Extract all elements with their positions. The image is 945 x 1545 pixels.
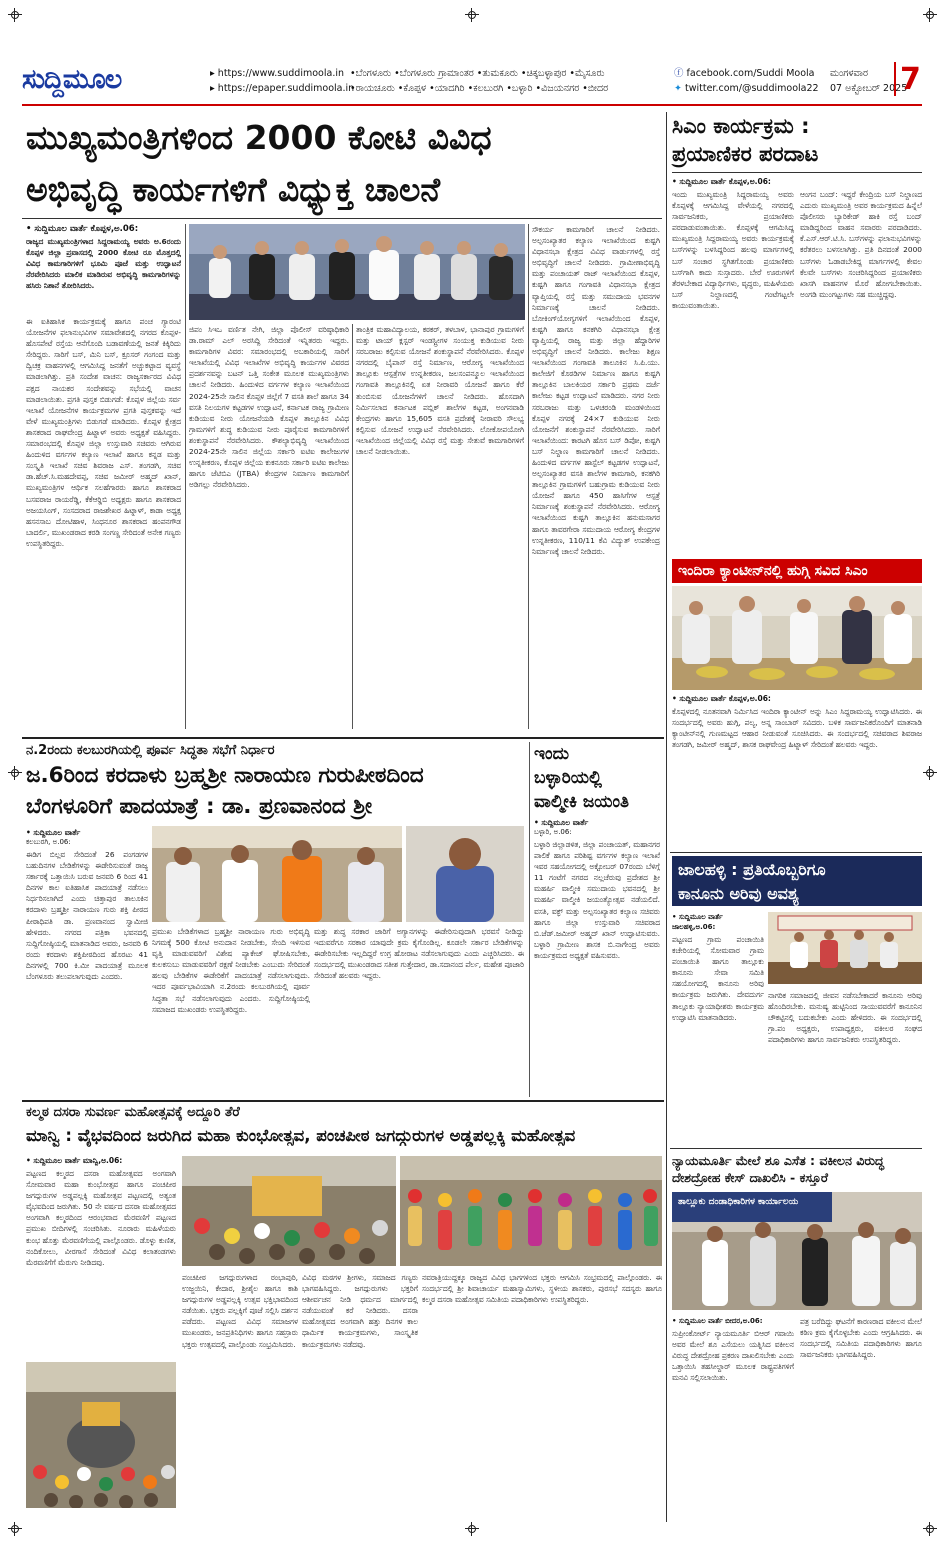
lead-article-col3: [532, 224, 660, 729]
nyaya-photo: [672, 1192, 922, 1310]
nyaya-headline: ನ್ಯಾಯಮೂರ್ತಿ ಮೇಲೆ ಶೂ ಎಸೆತ : ವಕೀಲನ ವಿರುದ್ಧ ದೇಶದ್ರೋಹ ಕೇಸ್ ದಾಖಲಿಸಿ - ಕಸ್ತೂರೆ: [672, 1153, 885, 1185]
paadayatra-photo: [152, 826, 402, 922]
canteen-photo: [672, 586, 922, 690]
registration-mark: [465, 8, 479, 22]
speaker-photo-image: [406, 826, 524, 922]
dateline: ಕಲಬುರಗಿ, ಅ.06:: [26, 838, 71, 846]
jalahalli-photo-image: [768, 912, 922, 984]
byline: • ಸುದ್ದಿಮೂಲ ವಾರ್ತೆ ಬೀದರ,ಅ.06:: [672, 1317, 763, 1325]
link-icon: ▸: [210, 83, 218, 94]
newspaper-logo: ಸುದ್ದಿಮೂಲ: [22, 64, 122, 95]
dasara-photo-1: [182, 1156, 396, 1266]
column-rule: [352, 324, 353, 729]
speaker-photo: [406, 826, 524, 922]
byline: • ಸುದ್ದಿಮೂಲ ವಾರ್ತೆ ಕೊಪ್ಪಳ,ಅ.06:: [672, 694, 771, 703]
headline-line: ಸಿಎಂ ಕಾರ್ಯಕ್ರಮ :: [672, 114, 810, 138]
social-links: [674, 66, 819, 96]
byline: • ಸುದ್ದಿಮೂಲ ವಾರ್ತೆ ಕೊಪ್ಪಳ,ಅ.06:: [26, 224, 139, 234]
registration-mark: [8, 1522, 22, 1536]
article-body: ಪಟ್ಟಣದ ಗ್ರಾಮ ಪಂಚಾಯಿತಿ ಕಚೇರಿಯಲ್ಲಿ ಸೋಮವಾರ ಗ್ರಾಮ ಪಂಚಾಯಿತಿ ಹಾಗೂ ತಾಲ್ಲೂಕು ಕಾನೂನು ಸೇವಾ ಸಮಿತಿ ಸಹಯೋಗದಲ್ಲಿ ಕಾನೂನು ಅರಿವು ಕಾರ್ಯಕ್ರಮ ಜರುಗಿತು. ದೇವದುರ್ಗ ತಾಲ್ಲೂಕು ನ್ಯಾಯಾಧೀಶರು ಕಾರ್ಯಕ್ರಮ ಉದ್ಘಾಟಿಸಿ ಮಾತನಾಡಿದರು.: [672, 935, 764, 1022]
column-rule: [185, 224, 186, 729]
column-rule: [529, 742, 530, 1097]
headline-line: ಕಾನೂನು ಅರಿವು ಅವಶ್ಯ: [678, 884, 799, 903]
column-rule: [666, 112, 667, 1522]
headline-line: ಜಾಲಹಳ್ಳಿ : ಪ್ರತಿಯೊಬ್ಬರಿಗೂ: [678, 860, 826, 879]
divider: [670, 1148, 922, 1149]
canteen-headline: ಇಂದಿರಾ ಕ್ಯಾಂಟೀನ್‍ನಲ್ಲಿ ಹುಗ್ಗಿ ಸವಿದ ಸಿಎಂ: [672, 559, 922, 583]
dasara-col1: [26, 1156, 176, 1368]
headline-line: ಬಳ್ಳಾರಿಯಲ್ಲಿ: [534, 768, 602, 788]
lead-headline: [26, 112, 656, 216]
article-headline: ಜ.6ರಿಂದ ಕರದಾಳು ಬ್ರಹ್ಮಶ್ರೀ ನಾರಾಯಣ ಗುರುಪೀಠದಿಂದ: [26, 763, 424, 788]
website-url[interactable]: https://www.suddimoola.in: [217, 68, 344, 79]
byline: • ಸುದ್ದಿಮೂಲ ವಾರ್ತೆ: [26, 828, 81, 837]
twitter-link[interactable]: twitter.com/@suddimoola22: [684, 83, 819, 94]
divider: [670, 852, 922, 853]
nyaya-article: [672, 1316, 922, 1486]
facebook-link[interactable]: facebook.com/Suddi Moola: [686, 68, 815, 79]
lead-photo: [189, 224, 525, 320]
headline-line: ಇಂದು: [534, 744, 569, 764]
article-body: ನಾಗರಿಕ ಸಮಾಜದಲ್ಲಿ ಜೀವನ ನಡೆಸಬೇಕಾದರೆ ಕಾನೂನು ಅರಿವು ಹೊಂದಿರಬೇಕು. ಮನುಷ್ಯ ಹುಟ್ಟಿನಿಂದ ಸಾಯುವವರೆಗೆ ಕಾನೂನಿನ ಚೌಕಟ್ಟಿನಲ್ಲಿ ಬದುಕಬೇಕು ಎಂದು ಹೇಳಿದರು. ಈ ಸಂದರ್ಭದಲ್ಲಿ ಗ್ರಾ.ಪಂ ಅಧ್ಯಕ್ಷರು, ಉಪಾಧ್ಯಕ್ಷರು, ವಕೀಲರ ಸಂಘದ ಪದಾಧಿಕಾರಿಗಳು ಹಾಗೂ ಸಾರ್ವಜನಿಕರು ಉಪಸ್ಥಿತರಿದ್ದರು.: [768, 991, 922, 1045]
edition-cities: [350, 66, 680, 96]
issue-date-text: 07 ಅಕ್ಟೋಬರ್ 2025: [830, 83, 908, 94]
paadayatra-heading: [26, 742, 526, 822]
masthead-rule: [22, 104, 922, 106]
section-rule: [22, 1100, 664, 1102]
headline-line: ವಾಲ್ಮೀಕಿ ಜಯಂತಿ: [534, 792, 629, 812]
lead-photo-image: [189, 224, 525, 320]
column-rule: [528, 224, 529, 729]
article-body: ಬಳ್ಳಾರಿ ಜಿಲ್ಲಾಡಳಿತ, ಜಿಲ್ಲಾ ಪಂಚಾಯತ್, ಮಹಾನಗರ ಪಾಲಿಕೆ ಹಾಗೂ ಪರಿಶಿಷ್ಟ ವರ್ಗಗಳ ಕಲ್ಯಾಣ ಇಲಾಖೆ ಇವರ ಸಹಯೋಗದಲ್ಲಿ ಅಕ್ಟೋಬರ್ 07ರಂದು ಬೆಳಿಗ್ಗೆ 11 ಗಂಟೆಗೆ ನಗರದ ನಲ್ಲಚೆರುವು ಪ್ರದೇಶದ ಶ್ರೀ ಮಹರ್ಷಿ ವಾಲ್ಮೀಕಿ ಸಮುದಾಯ ಭವನದಲ್ಲಿ ಶ್ರೀ ಮಹರ್ಷಿ ವಾಲ್ಮೀಕಿ ಜಯಂತ್ಯೋತ್ಸವ ನಡೆಯಲಿದೆ. ವಸತಿ, ವಕ್ಫ್ ಮತ್ತು ಅಲ್ಪಸಂಖ್ಯಾತರ ಕಲ್ಯಾಣ ಸಚಿವರು ಹಾಗೂ ಜಿಲ್ಲಾ ಉಸ್ತುವಾರಿ ಸಚಿವರಾದ ಬಿ.ಜೆಡ್.ಜಮೀರ್ ಅಹ್ಮದ್ ಖಾನ್ ಉದ್ಘಾಟಿಸುವರು. ಬಳ್ಳಾರಿ ಗ್ರಾಮೀಣ ಶಾಸಕ ಬಿ.ನಾಗೇಂದ್ರ ಅವರು ಕಾರ್ಯಕ್ರಮದ ಅಧ್ಯಕ್ಷತೆ ವಹಿಸುವರು.: [534, 840, 660, 960]
lead-headline-line: ಅಭಿವೃದ್ಧಿ ಕಾರ್ಯಗಳಿಗೆ ವಿಧ್ಯುಕ್ತ ಚಾಲನೆ: [26, 170, 441, 209]
epaper-url[interactable]: https://epaper.suddimoola.in: [217, 83, 355, 94]
canteen-photo-image: [672, 586, 922, 690]
article-headline: ಬೆಂಗಳೂರಿಗೆ ಪಾದಯಾತ್ರೆ : ಡಾ. ಪ್ರಣವಾನಂದ ಶ್ರೀ: [26, 794, 373, 819]
issue-day: ಮಂಗಳವಾರ: [830, 68, 869, 79]
jalahalli-photo: [768, 912, 922, 984]
registration-mark: [8, 766, 22, 780]
article-body: ವಿವಿಧ ಮಠಗಳ ಶ್ರೀಗಳು, ಸಮಾಜದ ಗಣ್ಯರು ಭಾಗವಹಿಸಿದ್ದರು. ಜಗದ್ಗುರುಗಳು ಭಕ್ತರಿಗೆ ಆಶೀರ್ವಚನ ನೀಡಿ ಧರ್ಮದ ಮಾರ್ಗದಲ್ಲಿ ನಡೆಯುವಂತೆ ಕರೆ ನೀಡಿದರು. ದಸರಾ ಮಹೋತ್ಸವದ ಅಂಗವಾಗಿ ಹತ್ತು ದಿನಗಳ ಕಾಲ ಧಾರ್ಮಿಕ ಕಾರ್ಯಕ್ರಮಗಳು, ಸಾಂಸ್ಕೃತಿಕ ಕಾರ್ಯಕ್ರಮಗಳು ನಡೆದವು.: [302, 1273, 418, 1349]
paadayatra-col1: [26, 828, 148, 1111]
registration-mark: [923, 766, 937, 780]
article-body: ತಾಂತ್ರಿಕ ಮಹಾವಿದ್ಯಾಲಯ, ಕಠಕರ್, ತಳಬಾಳ, ಭಾನಾಪುರ ಗ್ರಾಮಗಳಿಗೆ ಮತ್ತು ಟಾಯ್ ಕ್ಲಸ್ಟರ್ ಇಂಡಸ್ಟ್ರೀಗಳ ಸಂಯುಕ್ತ ಕುಡಿಯುವ ನೀರು ಸರಬರಾಜು ಕಲ್ಪಿಸುವ ಯೋಜನೆ ಶಂಕುಸ್ಥಾಪನೆ ನೆರವೇರಿಸಿದರು. ಕೊಪ್ಪಳ ನಗರದಲ್ಲಿ ಬೈಪಾಸ್ ರಸ್ತೆ ನಿರ್ಮಾಣ, ಆರೋಗ್ಯ ಇಲಾಖೆಯಿಂದ ತಾಲ್ಲೂಕು ಆಸ್ಪತ್ರೆಗಳ ಉನ್ನತೀಕರಣ, ಜಲಸಂಪನ್ಮೂಲ ಇಲಾಖೆಯಿಂದ ಗಂಗಾವತಿ ತಾಲ್ಲೂಕಿನಲ್ಲಿ ಏತ ನೀರಾವರಿ ಯೋಜನೆ ಹಾಗೂ ಕೆರೆ ತುಂಬಿಸುವ ಯೋಜನೆಗಳಿಗೆ ಚಾಲನೆ ನೀಡಿದರು. ಹೊಸದಾಗಿ ನಿರ್ಮಿಸಲಾದ ಕರ್ನಾಟಕ ಪಬ್ಲಿಕ್ ಶಾಲೆಗಳ ಕಟ್ಟಡ, ಅಂಗನವಾಡಿ ಕೇಂದ್ರಗಳು ಹಾಗೂ 15,605 ವಸತಿ ಪ್ರದೇಶಕ್ಕೆ ನೀರಾವರಿ ಸೌಲಭ್ಯ ಕಲ್ಪಿಸುವ ಯೋಜನೆ ಉದ್ಘಾಟನೆ ನೆರವೇರಿಸಿದರು. ಲೋಕೋಪಯೋಗಿ ಇಲಾಖೆಯಿಂದ ಜಿಲ್ಲೆಯಲ್ಲಿ ವಿವಿಧ ರಸ್ತೆ ಮತ್ತು ಸೇತುವೆ ಕಾಮಗಾರಿಗಳಿಗೆ ಚಾಲನೆ ನೀಡಲಾಯಿತು.: [356, 325, 524, 457]
website-links: [210, 66, 354, 96]
article-kicker: ಕಲ್ಮಠ ದಸರಾ ಸುವರ್ಣ ಮಹೋತ್ಸವಕ್ಕೆ ಅದ್ದೂರಿ ತೆರೆ: [26, 1105, 240, 1120]
dasara-col4: [422, 1272, 662, 1507]
dasara-col3: [302, 1272, 418, 1507]
article-body: ನವರಾತ್ರಿಯುದ್ದಕ್ಕೂ ರಾಜ್ಯದ ವಿವಿಧ ಭಾಗಗಳಿಂದ ಭಕ್ತರು ಆಗಮಿಸಿ ಸಂಭ್ರಮದಲ್ಲಿ ಪಾಲ್ಗೊಂಡರು. ಈ ಸಂದರ್ಭದಲ್ಲಿ ಶ್ರೀ ಶಿವಾಚಾರ್ಯ ಮಹಾಸ್ವಾಮಿಗಳು, ಸ್ಥಳೀಯ ಶಾಸಕರು, ಪುರಸಭೆ ಸದಸ್ಯರು ಹಾಗೂ ಕಲ್ಮಠ ದಸರಾ ಮಹೋತ್ಸವ ಸಮಿತಿಯ ಪದಾಧಿಕಾರಿಗಳು ಉಪಸ್ಥಿತರಿದ್ದರು.: [422, 1273, 662, 1305]
lead-article-col1: [26, 224, 181, 726]
divider: [22, 218, 662, 219]
byline: • ಸುದ್ದಿಮೂಲ ವಾರ್ತೆ ಕೊಪ್ಪಳ,ಅ.06:: [672, 177, 771, 186]
jalahalli-headline: [672, 856, 922, 906]
article-body: ಸೌಕರ್ಯ ಕಾಮಗಾರಿಗೆ ಚಾಲನೆ ನೀಡಿದರು. ಅಲ್ಪಸಂಖ್ಯಾತರ ಕಲ್ಯಾಣ ಇಲಾಖೆಯಿಂದ ಕುಷ್ಟಗಿ ವಿಧಾನಸಭಾ ಕ್ಷೇತ್ರದ ವಿವಿಧ ವಾರ್ಡುಗಳಲ್ಲಿ ರಸ್ತೆ ಅಭಿವೃದ್ಧಿಗೆ ಚಾಲನೆ ನೀಡಿದರು. ಗ್ರಾಮೀಣಾಭಿವೃದ್ಧಿ ಮತ್ತು ಪಂಚಾಯತ್ ರಾಜ್ ಇಲಾಖೆಯಿಂದ ಕೊಪ್ಪಳ, ಕುಷ್ಟಗಿ ಹಾಗೂ ಗಂಗಾವತಿ ವಿಧಾನಸಭಾ ಕ್ಷೇತ್ರದ ವ್ಯಾಪ್ತಿಯಲ್ಲಿ ರಸ್ತೆ ಮತ್ತು ಸಮುದಾಯ ಭವನಗಳ ನಿರ್ಮಾಣಕ್ಕೆ ಚಾಲನೆ ನೀಡಿದರು. ಬೋಕಿಂಗ್‍ಯೋಗ್ಯಗಳಿಗೆ ಇಲಾಖೆಯಿಂದ ಕೊಪ್ಪಳ, ಕುಷ್ಟಗಿ ಹಾಗೂ ಕನಕಗಿರಿ ವಿಧಾನಸಭಾ ಕ್ಷೇತ್ರ ವ್ಯಾಪ್ತಿಯಲ್ಲಿ ರಾಜ್ಯ ಮತ್ತು ಜಿಲ್ಲಾ ಹೆದ್ದಾರಿಗಳ ಅಭಿವೃದ್ಧಿಗೆ ಚಾಲನೆ ನೀಡಿದರು. ಕಾಲೇಜು ಶಿಕ್ಷಣ ಇಲಾಖೆಯಿಂದ ಗಂಗಾವತಿ ತಾಲೂಕಿನ ಸಿ.ಪಿ.ಯು. ಕಾಲೇಜಿಗೆ ಕೊಠಡಿಗಳ ನಿರ್ಮಾಣ ಹಾಗೂ ಕುಷ್ಟಗಿ ತಾಲ್ಲೂಕಿನ ಬಾಲಕಿಯರ ಸರ್ಕಾರಿ ಪ್ರಥಮ ದರ್ಜೆ ಕಾಲೇಜು ಕಟ್ಟಡ ಉದ್ಘಾಟನೆ ಮಾಡಿದರು. ನಗರ ನೀರು ಸರಬರಾಜು ಮತ್ತು ಒಳಚರಂಡಿ ಮಂಡಳಿಯಿಂದ ಕೊಪ್ಪಳ ನಗರಕ್ಕೆ 24×7 ಕುಡಿಯುವ ನೀರು ಯೋಜನೆಗೆ ಶಂಕುಸ್ಥಾಪನೆ ನೆರವೇರಿಸಿದರು. ಸಾರಿಗೆ ಇಲಾಖೆಯಿಂದ: ಕಾರಟಗಿ ಹೊಸ ಬಸ್ ಡಿಪೋ, ಕುಷ್ಟಗಿ ಬಸ್ ನಿಲ್ದಾಣ ಕಾಮಗಾರಿಗೆ ಚಾಲನೆ ನೀಡಿದರು. ಹಿಂದುಳಿದ ವರ್ಗಗಳ ಹಾಸ್ಟೆಲ್ ಕಟ್ಟಡಗಳ ಉದ್ಘಾಟನೆ, ಅಲ್ಪಸಂಖ್ಯಾತರ ವಸತಿ ಶಾಲೆಗಳ ಕಾಮಗಾರಿ, ಕನಕಗಿರಿ ತಾಲ್ಲೂಕಿನ ಗ್ರಾಮಗಳಿಗೆ ಬಹುಗ್ರಾಮ ಕುಡಿಯುವ ನೀರು ಯೋಜನೆ ಹಾಗೂ 450 ಹಾಸಿಗೆಗಳ ಆಸ್ಪತ್ರೆ ನಿರ್ಮಾಣಕ್ಕೆ ಶಂಕುಸ್ಥಾಪನೆ ನೆರವೇರಿಸಿದರು. ಆರೋಗ್ಯ ಇಲಾಖೆಯಿಂದ ಕುಷ್ಟಗಿ ತಾಲ್ಲೂಕಿನ ಹನುಮಸಾಗರ ಹಾಗೂ ತಾವರಗೇರಾ ಸಮುದಾಯ ಆರೋಗ್ಯ ಕೇಂದ್ರಗಳ ಉನ್ನತೀಕರಣ, 110/11 ಕೆವಿ ವಿದ್ಯುತ್ ಉಪಕೇಂದ್ರ ನಿರ್ಮಾಣಕ್ಕೆ ಚಾಲನೆ ನೀಡಿದರು.: [532, 225, 660, 556]
paadayatra-col3: [314, 926, 524, 1091]
dasara-col2: [182, 1272, 298, 1507]
article-body: ಸುಪ್ರೀಂಕೋರ್ಟ್ ನ್ಯಾಯಮೂರ್ತಿ ಬಿಆರ್ ಗವಾಯಿ ಅವರ ಮೇಲೆ ಶೂ ಎಸೆಯಲು ಯತ್ನಿಸಿದ ವಕೀಲನ ವಿರುದ್ಧ ದೇಶದ್ರೋಹ ಪ್ರಕರಣ ದಾಖಲಿಸಬೇಕು ಎಂದು ಒತ್ತಾಯಿಸಿ ತಹಸೀಲ್ದಾರ್ ಮೂಲಕ ರಾಷ್ಟ್ರಪತಿಗಳಿಗೆ ಮನವಿ ಸಲ್ಲಿಸಲಾಯಿತು.: [672, 1329, 794, 1383]
masthead: [22, 62, 922, 102]
article-body: ಇಂದು ಮುಖ್ಯಮಂತ್ರಿ ಸಿದ್ದರಾಮಯ್ಯ ಅವರು ಕೊಪ್ಪಳಕ್ಕೆ ಆಗಮಿಸಿದ್ದ ವೇಳೆಯಲ್ಲಿ ನಗರದಲ್ಲಿ ಸಾರ್ವಜನಿಕರು, ಪ್ರಯಾಣಿಕರು ಪರದಾಡುವಂತಾಯಿತು. ಕೊಪ್ಪಳಕ್ಕೆ ಆಗಮಿಸಿದ್ದ ಮುಖ್ಯಮಂತ್ರಿ ಸಿದ್ದರಾಮಯ್ಯ ಅವರು ಕಾರ್ಯಕ್ರಮಕ್ಕೆ ಬಸ್‍ಗಳನ್ನು ಬಳಸಿದ್ದರಿಂದ ಹಲವು ಮಾರ್ಗಗಳಲ್ಲಿ ಬಸ್ ಸಂಚಾರ ಸ್ಥಗಿತಗೊಂಡು ಪ್ರಯಾಣಿಕರು ಬಸ್‍ಗಾಗಿ ಕಾದು ಸುಸ್ತಾದರು. ಬೇರೆ ಊರುಗಳಿಗೆ ತೆರಳಬೇಕಾದ ವಿದ್ಯಾರ್ಥಿಗಳು, ವೃದ್ಧರು, ಮಹಿಳೆಯರು ಬಸ್ ನಿಲ್ದಾಣದಲ್ಲಿ ಗಂಟೆಗಟ್ಟಲೇ ಕಾಯುವಂತಾಯಿತು.: [672, 190, 794, 310]
byline: • ಸುದ್ದಿಮೂಲ ವಾರ್ತೆ ಜಾಲಹಳ್ಳಿ,ಅ.06:: [672, 913, 723, 931]
link-icon: ▸: [210, 68, 218, 79]
dateline: ಬಳ್ಳಾರಿ, ಅ.06:: [534, 828, 572, 836]
dasara-heading: [26, 1104, 662, 1150]
article-body: ಆಂಗನ ಬಂದ್: ಇದ್ದರೆ ಕೇಂದ್ರಿಯ ಬಸ್ ನಿಲ್ದಾಣದ ಎದುರು ಮುಖ್ಯಮಂತ್ರಿ ಅವರ ಕಾರ್ಯಕ್ರಮದ ಹಿನ್ನೆಲೆ ಪೊಲೀಸರು ಬ್ಯಾರಿಕೇಡ್ ಹಾಕಿ ರಸ್ತೆ ಬಂದ್ ಮಾಡಿದ್ದರಿಂದ ವಾಹನ ಸವಾರರು ಪರದಾಡಿದರು. ಕೆ.ಎಸ್.ಆರ್.ಟಿ.ಸಿ. ಬಸ್‍ಗಳನ್ನು ಫಲಾನುಭವಿಗಳನ್ನು ಕರೆತರಲು ಬಳಸಲಾಗಿತ್ತು. ಪ್ರತಿ ದಿನದಂತೆ 2000 ಬಸ್‍ಗಳು ಓಡಾಡಬೇಕಿದ್ದ ಮಾರ್ಗಗಳಲ್ಲಿ ಕೇವಲ ಕೆಲವೇ ಬಸ್‍ಗಳು ಸಂಚರಿಸಿದ್ದರಿಂದ ಪ್ರಯಾಣಿಕರು ಖಾಸಗಿ ವಾಹನಗಳ ಮೊರೆ ಹೋಗಬೇಕಾಯಿತು. ಅಂಗಡಿ ಮುಂಗಟ್ಟುಗಳು ಸಹ ಮುಚ್ಚಿದ್ದವು.: [800, 190, 922, 299]
dasara-photo-2: [400, 1156, 662, 1266]
article-headline: ಮಾನ್ವಿ : ವೈಭವದಿಂದ ಜರುಗಿದ ಮಹಾ ಕುಂಭೋತ್ಸವ, ಪಂಚಪೀಠ ಜಗದ್ಗುರುಗಳ ಅಡ್ಡಪಲ್ಲಕ್ಕಿ ಮಹೋತ್ಸವ: [26, 1126, 576, 1145]
jalahalli-article-col2: [768, 990, 922, 1142]
lead-intro: ರಾಜ್ಯದ ಮುಖ್ಯಮಂತ್ರಿಗಳಾದ ಸಿದ್ದರಾಮಯ್ಯ ಅವರು ಅ.6ರಂದು ಕೊಪ್ಪಳ ಜಿಲ್ಲಾ ಪ್ರವಾಸದಲ್ಲಿ 2000 ಕೋಟಿ ರೂ ಮೊತ್ತದಲ್ಲಿ ವಿವಿಧ ಕಾಮಗಾರಿಗಳಿಗೆ ಭೂಮಿ ಪೂಜೆ ಮತ್ತು ಉದ್ಘಾಟನೆ ನೆರವೇರಿಸಿದರು ಮಾಲಿಕ ಮಾಡಿರುವ ಅಭಿವೃದ್ಧಿ ಕಾಮಗಾರಿಗಳನ್ನು ಹಸಿರು ನಿಶಾನೆ ತೋರಿಸಿದರು.: [26, 237, 181, 291]
paadayatra-col2: [152, 926, 310, 1091]
article-body: ಈಡಿಗ ಬಿಲ್ಲವ ಸೇರಿದಂತೆ 26 ಪಂಗಡಗಳ ಬಹುದಿನಗಳ ಬೇಡಿಕೆಗಳನ್ನು ಈಡೇರಿಸುವಂತೆ ರಾಜ್ಯ ಸರ್ಕಾರಕ್ಕೆ ಒತ್ತಾಯಿಸಿ ಬರುವ ಜನವರಿ 6 ರಿಂದ 41 ದಿನಗಳ ಕಾಲ ಐತಿಹಾಸಿಕ ಪಾದಯಾತ್ರೆ ನಡೆಸಲು ನಿರ್ಧರಿಸಲಾಗಿದೆ ಎಂದು ಚಿತ್ತಾಪುರ ತಾಲೂಕಿನ ಕರದಾಳು ಬ್ರಹ್ಮಶ್ರೀ ನಾರಾಯಣ ಗುರು ಶಕ್ತಿ ಪೀಠದ ಪೀಠಾಧಿಪತಿ ಡಾ. ಪ್ರಣವಾನಂದ ಸ್ವಾಮೀಜಿ ಹೇಳಿದರು. ನಗರದ ಪತ್ರಿಕಾ ಭವನದಲ್ಲಿ ಸುದ್ದಿಗೋಷ್ಠಿಯಲ್ಲಿ ಮಾತನಾಡಿದ ಅವರು, ಜನವರಿ 6 ರಂದು ಕರದಾಳು ಶಕ್ತಿಪೀಠದಿಂದ ಹೊರಟು 41 ದಿನಗಳಲ್ಲಿ 700 ಕಿ.ಮೀ ಪಾದಯಾತ್ರೆ ಮೂಲಕ ಬೆಂಗಳೂರು ತಲುಪಲಾಗುವುದು ಎಂದರು.: [26, 850, 148, 982]
registration-mark: [8, 8, 22, 22]
divider: [672, 172, 922, 173]
article-body: ಪ್ರಮುಖ ಬೇಡಿಕೆಗಳಾದ ಬ್ರಹ್ಮಶ್ರೀ ನಾರಾಯಣ ಗುರು ಅಭಿವೃದ್ಧಿ ನಿಗಮಕ್ಕೆ 500 ಕೋಟಿ ಅನುದಾನ ನೀಡಬೇಕು, ಸೇಂದಿ ಇಳಿಸುವ ವೃತ್ತಿ ಮಾಡುವವರಿಗೆ ವಿಶೇಷ ಪ್ಯಾಕೇಜ್ ಘೋಷಿಸಬೇಕು, ಕುಲಕಸುಬು ಮಾಡುವವರಿಗೆ ರಕ್ಷಣೆ ನೀಡಬೇಕು ಎಂಬುದು ಸೇರಿದಂತೆ ಹಲವು ಬೇಡಿಕೆಗಳ ಈಡೇರಿಕೆಗೆ ಪಾದಯಾತ್ರೆ ನಡೆಸಲಾಗುವುದು. ಇದರ ಪೂರ್ವಭಾವಿಯಾಗಿ ನ.2ರಂದು ಕಲಬುರಗಿಯಲ್ಲಿ ಪೂರ್ವ ಸಿದ್ಧತಾ ಸಭೆ ನಡೆಸಲಾಗುವುದು ಎಂದರು. ಸುದ್ದಿಗೋಷ್ಠಿಯಲ್ಲಿ ಸಮಾಜದ ಮುಖಂಡರು ಉಪಸ್ಥಿತರಿದ್ದರು.: [152, 927, 310, 1014]
dasara-photo-image: [182, 1156, 396, 1266]
article-body: ಪತ್ರ ಬರೆದಿದ್ದು ಘಟನೆಗೆ ಕಾರಣರಾದ ವಕೀಲನ ಮೇಲೆ ಕಠಿಣ ಕ್ರಮ ಕೈಗೊಳ್ಳಬೇಕು ಎಂದು ಆಗ್ರಹಿಸಿದರು. ಈ ಸಂದರ್ಭದಲ್ಲಿ ಸಮಿತಿಯ ಪದಾಧಿಕಾರಿಗಳು ಹಾಗೂ ಸಾರ್ವಜನಿಕರು ಭಾಗವಹಿಸಿದ್ದರು.: [800, 1317, 922, 1360]
paadayatra-photo-image: [152, 826, 402, 922]
byline: • ಸುದ್ದಿಮೂಲ ವಾರ್ತೆ: [534, 818, 589, 827]
article-body: ಜಿಪಂ ಸಿಇಒ ವರ್ಣಿತ ನೇಗಿ, ಜಿಲ್ಲಾ ಪೊಲೀಸ್ ವರಿಷ್ಠಾಧಿಕಾರಿ ಡಾ.ರಾಮ್ ಎಲ್ ಅರಸಿದ್ದಿ ಸೇರಿದಂತೆ ಇನ್ನಿತರರು ಇದ್ದರು. ಕಾಮಗಾರಿಗಳ ವಿವರ: ಸಮಾರಂಭದಲ್ಲಿ ಅಬಕಾರಿಯಲ್ಲಿ ಸಾರಿಗೆ ಇಲಾಖೆಯಲ್ಲಿ ವಿವಿಧ ಇಲಾಖೆಗಳ ಅಭಿವೃದ್ಧಿ ಕಾರ್ಯಗಳ ವಿವರದ ಪ್ರದರ್ಶನವನ್ನು ಬಟನ್ ಒತ್ತಿ ಸಂಕೇತ ಮೂಲಕ ಮುಖ್ಯಮಂತ್ರಿಗಳು ಚಾಲನೆ ನೀಡಿದರು. ಹಿಂದುಳಿದ ವರ್ಗಗಳ ಕಲ್ಯಾಣ ಇಲಾಖೆಯಿಂದ 2024-25ನೇ ಸಾಲಿನ ಕೊಪ್ಪಳ ಜಿಲ್ಲೆಗೆ 7 ವಸತಿ ಶಾಲೆ ಹಾಗೂ 34 ವಸತಿ ನಿಲಯಗಳ ಕಟ್ಟಡಗಳ ಉದ್ಘಾಟನೆ, ಕರ್ನಾಟಕ ರಾಜ್ಯ ಗ್ರಾಮೀಣ ಕುಡಿಯುವ ನೀರು ಯೋಜನೆಯಡಿ ಕೊಪ್ಪಳ ತಾಲ್ಲೂಕಿನ ವಿವಿಧ ಗ್ರಾಮಗಳಿಗೆ ಶುದ್ಧ ಕುಡಿಯುವ ನೀರು ಪೂರೈಸುವ ಕಾಮಗಾರಿಗಳಿಗೆ ಶಂಕುಸ್ಥಾಪನೆ ನೆರವೇರಿಸಿದರು. ಕೌಶಲ್ಯಾಭಿವೃದ್ಧಿ ಇಲಾಖೆಯಿಂದ 2024-25ನೇ ಸಾಲಿನ ಜಿಲ್ಲೆಯ ಸರ್ಕಾರಿ ಐಟಿಐ ಕಾಲೇಜುಗಳ ಉನ್ನತೀಕರಣ, ಕೊಪ್ಪಳ ಜಿಲ್ಲೆಯ ಕುಕನೂರು ಸರ್ಕಾರಿ ಐಟಿಐ ಕಾಲೇಜು ಹಾಗೂ ಜೆಟಿಬಿಎ (JTBA) ಕೇಂದ್ರಗಳ ನಿರ್ಮಾಣ ಕಾಮಗಾರಿಗೆ ಅಡಿಗಲ್ಲು ನೆರವೇರಿಸಿದರು.: [189, 325, 349, 490]
article-body: ಕೊಪ್ಪಳದಲ್ಲಿ ನೂತನವಾಗಿ ನಿರ್ಮಿಸಿದ ಇಂದಿರಾ ಕ್ಯಾಂಟೀನ್ ಅನ್ನು ಸಿಎಂ ಸಿದ್ದರಾಮಯ್ಯ ಉದ್ಘಾಟಿಸಿದರು. ಈ ಸಂದರ್ಭದಲ್ಲಿ ಅವರು ಹುಗ್ಗಿ, ಪಲ್ಯ, ಅನ್ನ ಸಾಂಬಾರ್ ಸವಿದರು. ಬಳಿಕ ಸಾರ್ವಜನಿಕರೊಂದಿಗೆ ಮಾತನಾಡಿ ಕ್ಯಾಂಟೀನ್‍ನಲ್ಲಿ ಗುಣಮಟ್ಟದ ಆಹಾರ ನೀಡುವಂತೆ ಸೂಚಿಸಿದರು. ಈ ಸಂದರ್ಭದಲ್ಲಿ ಸಚಿವರಾದ ಶಿವರಾಜ ತಂಗಡಗಿ, ಜಮೀರ್ ಅಹ್ಮದ್, ಶಾಸಕ ರಾಘವೇಂದ್ರ ಹಿಟ್ನಾಳ್ ಸೇರಿದಂತೆ ಹಲವರು ಇದ್ದರು.: [672, 707, 922, 750]
lead-headline-line: ಮುಖ್ಯಮಂತ್ರಿಗಳಿಂದ 2000 ಕೋಟಿ ವಿವಿಧ: [26, 118, 492, 157]
twitter-icon: ✦: [674, 83, 685, 94]
cm-programme-article: [672, 112, 922, 574]
article-kicker: ನ.2ರಂದು ಕಲಬುರಗಿಯಲ್ಲಿ ಪೂರ್ವ ಸಿದ್ಧತಾ ಸಭೆಗೆ ನಿರ್ಧಾರ: [26, 743, 275, 758]
nyaya-photo-image: [672, 1192, 922, 1310]
page-number: 7: [894, 62, 922, 96]
article-body: ಪಟ್ಟಣದ ಕಲ್ಮಠದ ದಸರಾ ಮಹೋತ್ಸವದ ಅಂಗವಾಗಿ ಸೋಮವಾರ ಮಹಾ ಕುಂಭೋತ್ಸವ ಹಾಗೂ ಪಂಚಪೀಠ ಜಗದ್ಗುರುಗಳ ಅಡ್ಡಪಲ್ಲಕ್ಕಿ ಮಹೋತ್ಸವ ಪಟ್ಟಣದಲ್ಲಿ ಅತ್ಯಂತ ವೈಭವದಿಂದ ಜರುಗಿತು. 50 ನೇ ವರ್ಷದ ದಸರಾ ಮಹೋತ್ಸವದ ಅಂಗವಾಗಿ ಕಲ್ಮಠದಿಂದ ಆರಂಭವಾದ ಮೆರವಣಿಗೆ ಪಟ್ಟಣದ ಪ್ರಮುಖ ಬೀದಿಗಳಲ್ಲಿ ಸಂಚರಿಸಿತು. ನೂರಾರು ಮಹಿಳೆಯರು ಕುಂಭ ಹೊತ್ತು ಮೆರವಣಿಗೆಯಲ್ಲಿ ಪಾಲ್ಗೊಂಡರು. ಡೊಳ್ಳು ಕುಣಿತ, ನಂದಿಕೋಲು, ವೀರಗಾಸೆ ಸೇರಿದಂತೆ ವಿವಿಧ ಕಲಾತಂಡಗಳು ಮೆರವಣಿಗೆಗೆ ಮೆರುಗು ನೀಡಿದವು.: [26, 1169, 176, 1267]
cities-line: •ಬೆಂಗಳೂರು •ಬೆಂಗಳೂರು ಗ್ರಾಮಾಂತರ •ತುಮಕೂರು •ಚಿಕ್ಕಬಳ್ಳಾಪುರ •ಮೈಸೂರು: [350, 68, 605, 79]
article-headline: [672, 112, 922, 168]
headline-line: ಪ್ರಯಾಣಿಕರ ಪರದಾಟ: [672, 142, 819, 166]
lead-article-col2a: [189, 324, 349, 729]
registration-mark: [923, 8, 937, 22]
canteen-article: [672, 694, 922, 856]
jalahalli-article-col1: [672, 912, 764, 1159]
article-body: ಈ ಐತಿಹಾಸಿಕ ಕಾರ್ಯಕ್ರಮಕ್ಕೆ ಹಾಗೂ ಪಂಚ ಗ್ಯಾರಂಟಿ ಯೋಜನೆಗಳ ಫಲಾನುಭವಿಗಳ ಸಮಾವೇಶದಲ್ಲಿ ನಗರದ ಕೊಪ್ಪಳ-ಹೊಸಪೇಟೆ ರಸ್ತೆಯ ಆನೆಗೊಂದಿ ಬಡಾವಣೆಯಲ್ಲಿ ಜನತೆ ಕಿಕ್ಕಿರಿದು ಸೇರಿದ್ದರು. ಸಾರಿಗೆ ಬಸ್, ಮಿನಿ ಬಸ್, ಕ್ರೂಸರ್ ಗಂಗಂದ ಮತ್ತು ದ್ವಿಚಕ್ರ ವಾಹನಗಳಲ್ಲಿ ಆಗಮಿಸಿದ್ದ ಜನತೆಗೆ ಅಚ್ಚುಕಟ್ಟಾದ ವ್ಯವಸ್ಥೆ ಮಾಡಲಾಗಿತ್ತು. ಪ್ರತಿ ಸಂದೇಶ ವಾಚನ: ರಾಜ್ಯಸರ್ಕಾರದ ವಿವಿಧ ಪಕ್ಷದ ನಾಯಕರ ಸಂದೇಶವನ್ನು ಸಭೆಯಲ್ಲಿ ವಾಚನ ಮಾಡಲಾಯಿತು. ಪ್ರಗತಿ ಪುಸ್ತಕ ಬಿಡುಗಡೆ: ಕೊಪ್ಪಳ ಜಿಲ್ಲೆಯ ಸರ್ವ ಇಲಾಖೆ ಯೋಜನೆಗಳ ಕಾರ್ಯಕ್ರಮಗಳ ಪ್ರಗತಿ ಪುಸ್ತಕವನ್ನು ಇದೆ ವೇಳೆ ಮುಖ್ಯಮಂತ್ರಿಗಳು ಬಿಡುಗಡೆ ಮಾಡಿದರು. ಕೊಪ್ಪಳ ಕ್ಷೇತ್ರದ ಶಾಸಕರಾದ ರಾಘವೇಂದ್ರ ಹಿಟ್ನಾಳ್ ಅವರು ಅಧ್ಯಕ್ಷತೆ ವಹಿಸಿದ್ದರು. ಸಮಾರಂಭದಲ್ಲಿ ಕೊಪ್ಪಳ ಜಿಲ್ಲಾ ಉಸ್ತುವಾರಿ ಸಚಿವರು ಆಗಿರುವ ಹಿಂದುಳಿದ ವರ್ಗಗಳ ಕಲ್ಯಾಣ ಇಲಾಖೆ ಹಾಗೂ ಕನ್ನಡ ಮತ್ತು ಸಂಸ್ಕೃತಿ ಇಲಾಖೆ ಸಚಿವ ಶಿವರಾಜ ಎಸ್. ತಂಗಡಗಿ, ಸಚಿವ ಡಾ.ಹೆಚ್.ಸಿ.ಮಹದೇವಪ್ಪ, ಸಚಿವ ಜಮೀರ್ ಅಹ್ಮದ್ ಖಾನ್, ಮುಖ್ಯಮಂತ್ರಿಗಳ ಆರ್ಥಿಕ ಸಲಹೆಗಾರರು ಹಾಗೂ ಶಾಸಕರಾದ ಬಸವರಾಜ ರಾಯರೆಡ್ಡಿ, ಕೆಕೆಆರ್‍ಡಿಬಿ ಅಧ್ಯಕ್ಷರು ಹಾಗೂ ಶಾಸಕರಾದ ಅಜಯಸಿಂಗ್, ಸಂಸದರಾದ ರಾಜಶೇಖರ ಹಿಟ್ನಾಳ್, ಕಾಡಾ ಅಧ್ಯಕ್ಷ ಹಸನಸಾಬ ದೋಟಿಹಾಳ, ಸಿಂಧನೂರ ಶಾಸಕರಾದ ಹಂಪನಗೌಡ ಬಾದರ್ಲಿ, ಮುಖಂಡರಾದ ಕರಡಿ ಸಂಗಣ್ಣ ಸೇರಿದಂತೆ ಅನೇಕ ಗಣ್ಯರು ಉಪಸ್ಥಿತರಿದ್ದರು.: [26, 317, 181, 548]
section-rule: [22, 737, 664, 739]
cities-line: •ರಾಯಚೂರು •ಕೊಪ್ಪಳ •ಯಾದಗಿರಿ •ಕಲಬುರಗಿ •ಬಳ್ಳಾರಿ •ವಿಜಯನಗರ •ಬೀದರ: [350, 83, 609, 94]
office-banner-text: ತಾಲ್ಲೂಕು ದಂಡಾಧಿಕಾರಿಗಳ ಕಾರ್ಯಾಲಯ: [678, 1197, 799, 1207]
dasara-photo-image: [400, 1156, 662, 1266]
byline: • ಸುದ್ದಿಮೂಲ ವಾರ್ತೆ ಮಾನ್ವಿ,ಅ.06:: [26, 1156, 123, 1165]
dasara-photo-image: [26, 1362, 176, 1508]
article-body: ಮತ್ತು ಶುದ್ಧ ಸರಕಾರ ಜಾರಿಗೆ ಅಗ್ಯಾನಗಳನ್ನು ಈಡೇರಿಸುವುದಾಗಿ ಭರವಸೆ ನೀಡಿದ್ದು ಇದುವರೆಗೂ ಸರಕಾರ ಯಾವುದೇ ಕ್ರಮ ಕೈಗೊಂಡಿಲ್ಲ. ಕೂಡಲೇ ಸರ್ಕಾರ ಬೇಡಿಕೆಗಳನ್ನು ಈಡೇರಿಸಬೇಕು ಇಲ್ಲದಿದ್ದರೆ ಉಗ್ರ ಹೋರಾಟ ನಡೆಸಲಾಗುವುದು ಎಂದು ಎಚ್ಚರಿಸಿದರು. ಈ ಸಂದರ್ಭದಲ್ಲಿ ಮುಖಂಡರಾದ ಸತೀಶ ಗುತ್ತೇದಾರ, ಡಾ.ಸದಾನಂದ ಪೆರ್ಲ, ಮಹೇಶ ಪೂಜಾರಿ ಸೇರಿದಂತೆ ಹಲವರು ಇದ್ದರು.: [314, 927, 524, 981]
article-headline: [534, 742, 660, 814]
registration-mark: [923, 1522, 937, 1536]
lead-article-col2b: [356, 324, 524, 729]
dasara-photo-3: [26, 1362, 176, 1508]
valmiki-article: [534, 742, 660, 1084]
facebook-icon: ⓕ: [674, 68, 687, 79]
registration-mark: [465, 1522, 479, 1536]
article-body: ಪಂಚಪೀಠ ಜಗದ್ಗುರುಗಳಾದ ರಂಭಾಪುರಿ, ಉಜ್ಜಯಿನಿ, ಕೇದಾರ, ಶ್ರೀಶೈಲ ಹಾಗೂ ಕಾಶಿ ಜಗದ್ಗುರುಗಳ ಅಡ್ಡಪಲ್ಲಕ್ಕಿ ಉತ್ಸವ ಭಕ್ತಿಭಾವದಿಂದ ನಡೆಯಿತು. ಭಕ್ತರು ಪಲ್ಲಕ್ಕಿಗೆ ಪೂಜೆ ಸಲ್ಲಿಸಿ ದರ್ಶನ ಪಡೆದರು. ಪಟ್ಟಣದ ವಿವಿಧ ಸಮಾಜಗಳ ಮುಖಂಡರು, ಜನಪ್ರತಿನಿಧಿಗಳು ಹಾಗೂ ಸಹಸ್ರಾರು ಭಕ್ತರು ಉತ್ಸವದಲ್ಲಿ ಪಾಲ್ಗೊಂಡು ಸಂಭ್ರಮಿಸಿದರು.: [182, 1273, 298, 1349]
